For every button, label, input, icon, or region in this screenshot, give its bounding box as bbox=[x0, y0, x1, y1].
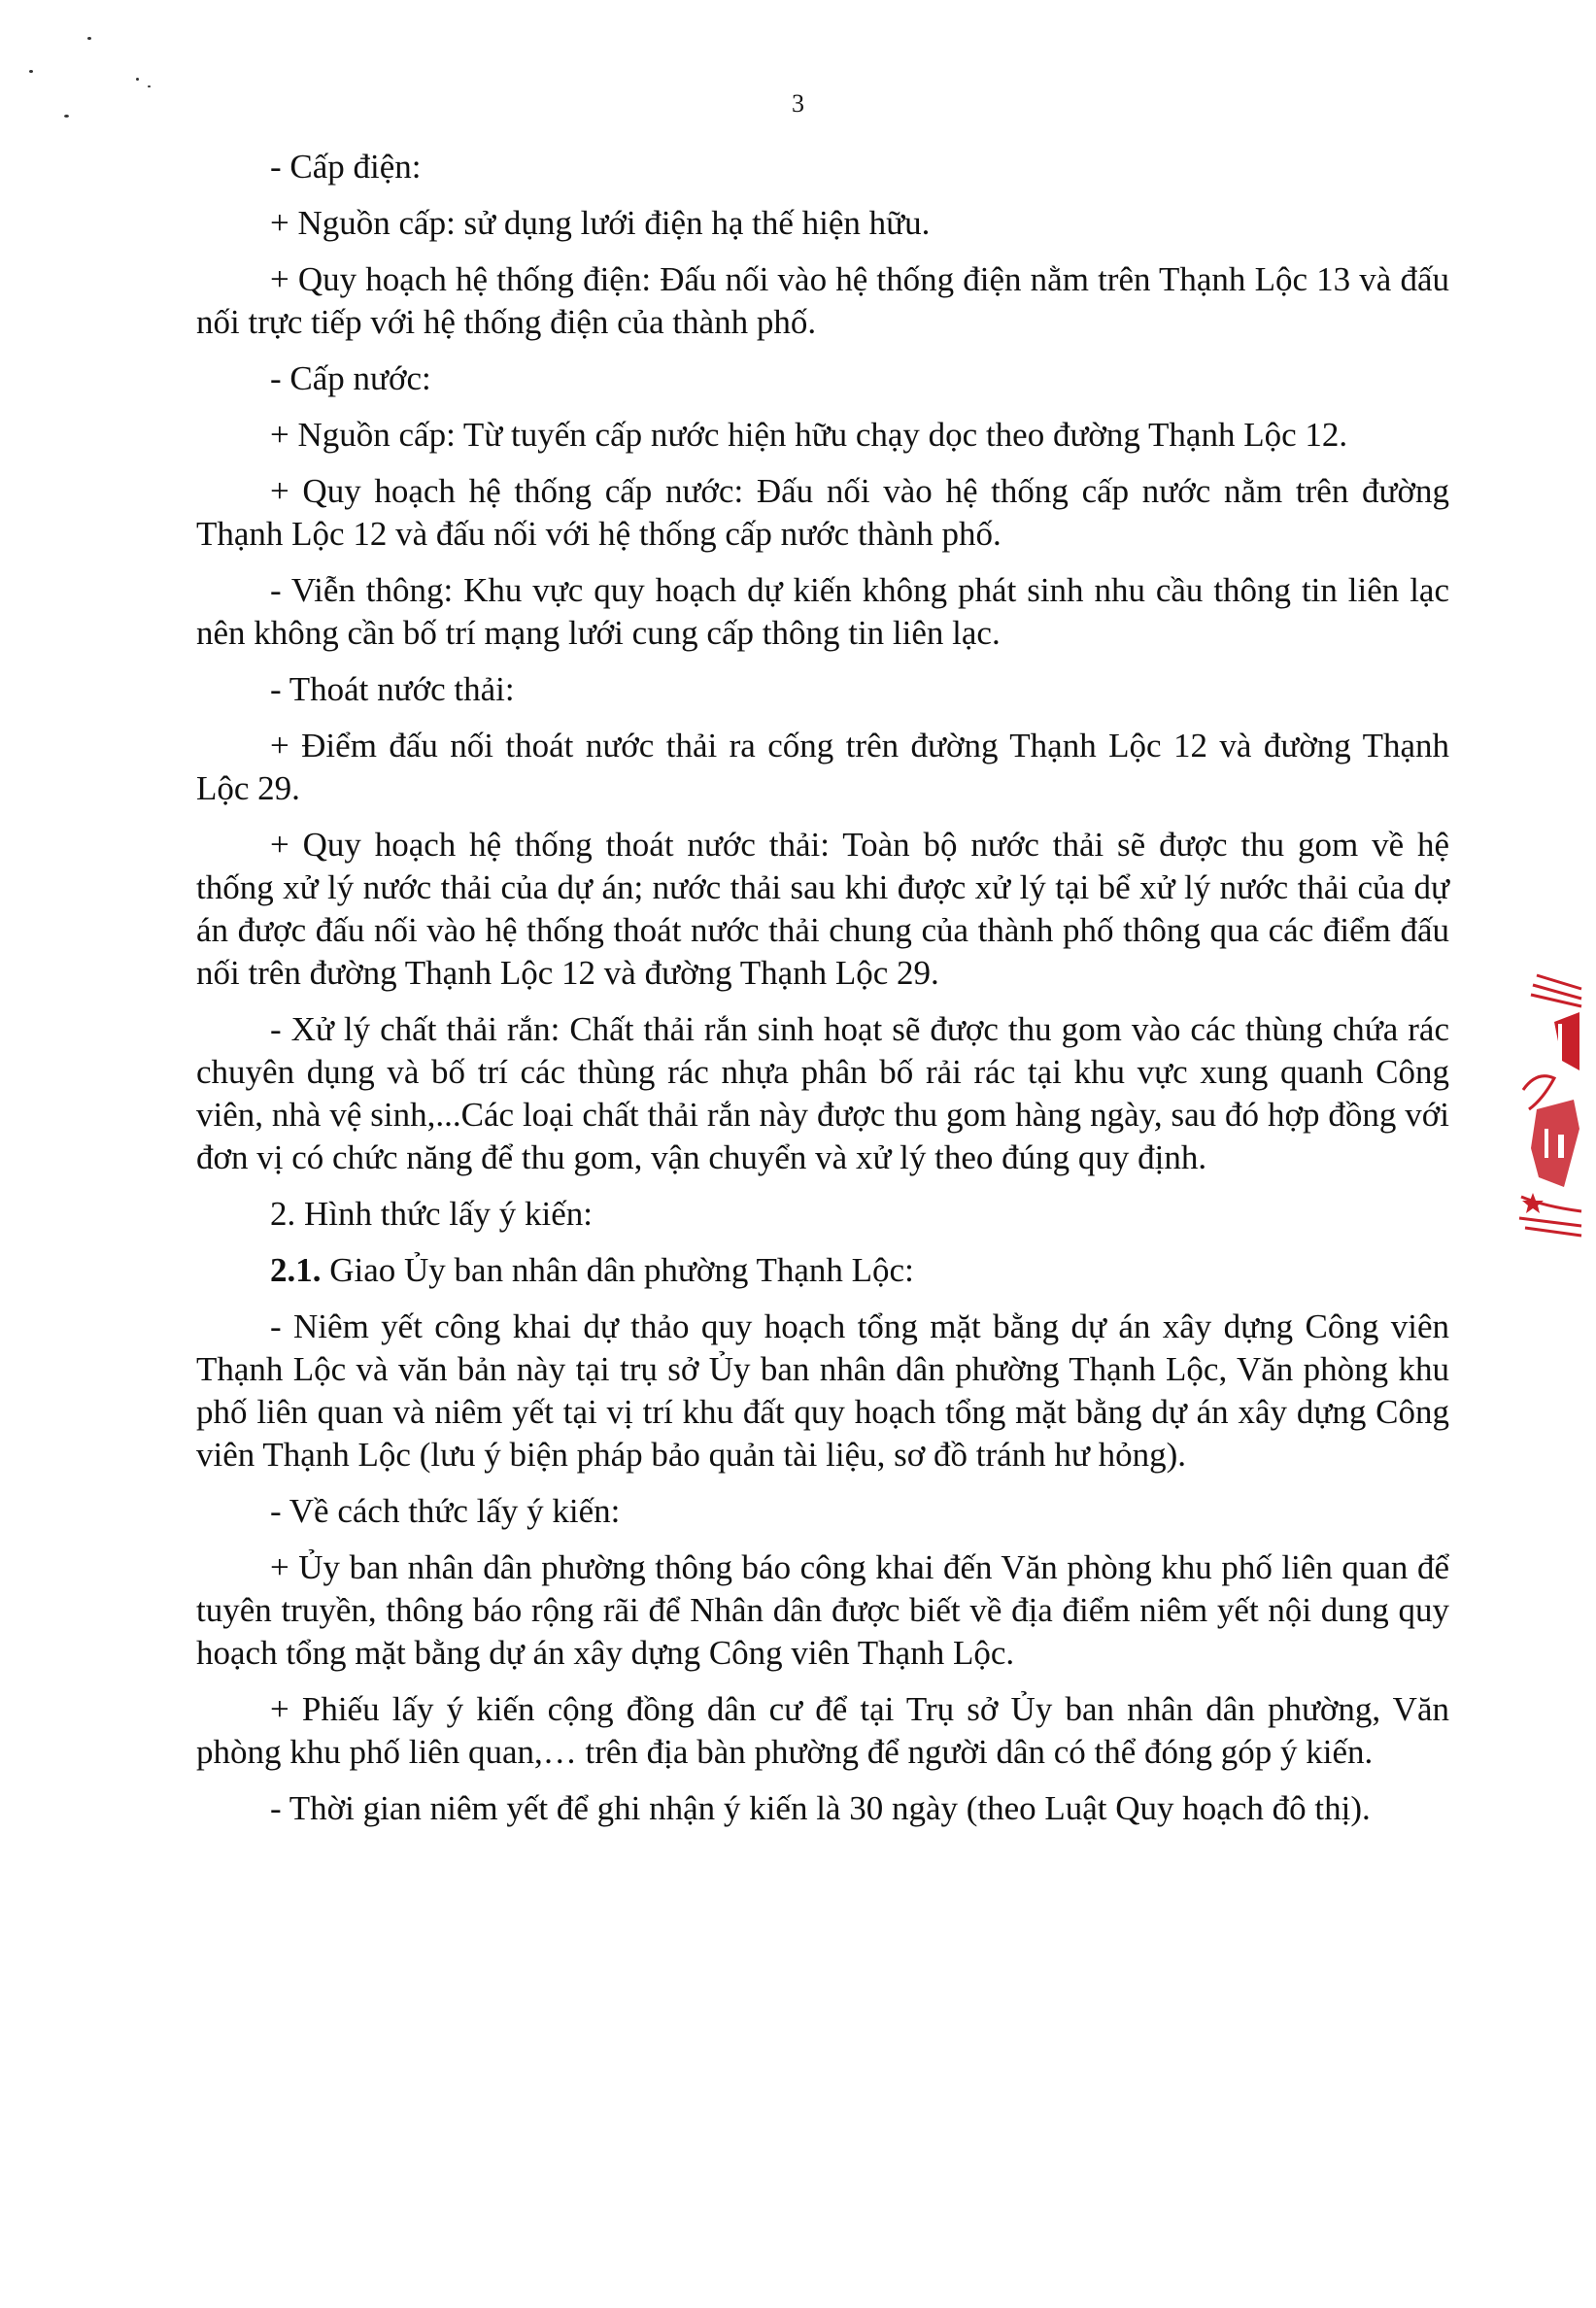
paragraph: + Điểm đấu nối thoát nước thải ra cống trên đường Thạnh Lộc 12 và đường Thạnh Lộc 29. bbox=[196, 727, 1449, 807]
paragraph: + Nguồn cấp: sử dụng lưới điện hạ thế hiện hữu. bbox=[270, 204, 931, 242]
paragraph: - Xử lý chất thải rắn: Chất thải rắn sinh hoạt sẽ được thu gom vào các thùng chứa rác chuyên dụng và bố trí các thùng rác nhựa phân bố rải rác tại khu vực xung quanh Công viên, nhà vệ sinh,...Các loại chất thải rắn này được thu gom hàng ngày, sau đó hợp đồng với đơn vị có chức năng để thu gom, vận chuyển và xử lý theo đúng quy định. bbox=[196, 1010, 1449, 1176]
paragraph: - Thoát nước thải: bbox=[270, 670, 515, 708]
paragraph: - Về cách thức lấy ý kiến: bbox=[270, 1492, 621, 1530]
paragraph: - Viễn thông: Khu vực quy hoạch dự kiến không phát sinh nhu cầu thông tin liên lạc nên không cần bố trí mạng lưới cung cấp thông tin liên lạc. bbox=[196, 571, 1449, 652]
paragraph: + Phiếu lấy ý kiến cộng đồng dân cư để tại Trụ sở Ủy ban nhân dân phường, Văn phòng khu phố liên quan,… trên địa bàn phường để người dân có thể đóng góp ý kiến. bbox=[196, 1690, 1449, 1771]
paragraph: + Quy hoạch hệ thống thoát nước thải: Toàn bộ nước thải sẽ được thu gom về hệ thống xử lý nước thải của dự án; nước thải sau khi được xử lý tại bể xử lý nước thải của dự án được đấu nối vào hệ thống thoát nước thải chung của thành phố thông qua các điểm đấu nối trên đường Thạnh Lộc 12 và đường Thạnh Lộc 29. bbox=[196, 826, 1449, 992]
paragraph: + Quy hoạch hệ thống cấp nước: Đấu nối vào hệ thống cấp nước nằm trên đường Thạnh Lộc 12 và đấu nối với hệ thống cấp nước thành phố. bbox=[196, 472, 1449, 553]
paragraph: - Cấp điện: bbox=[270, 148, 422, 186]
paragraph: + Ủy ban nhân dân phường thông báo công khai đến Văn phòng khu phố liên quan để tuyên truyền, thông báo rộng rãi để Nhân dân được biết về địa điểm niêm yết nội dung quy hoạch tổng mặt bằng dự án xây dựng Công viên Thạnh Lộc. bbox=[196, 1548, 1449, 1672]
paragraph: - Cấp nước: bbox=[270, 359, 431, 397]
subsection-number: 2.1. bbox=[270, 1251, 322, 1289]
paragraph: - Niêm yết công khai dự thảo quy hoạch tổng mặt bằng dự án xây dựng Công viên Thạnh Lộc và văn bản này tại trụ sở Ủy ban nhân dân phường Thạnh Lộc, Văn phòng khu phố liên quan và niêm yết tại vị trí khu đất quy hoạch tổng mặt bằng dự án xây dựng Công viên Thạnh Lộc (lưu ý biện pháp bảo quản tài liệu, sơ đồ tránh hư hỏng). bbox=[196, 1307, 1449, 1474]
paragraph: + Quy hoạch hệ thống điện: Đấu nối vào hệ thống điện nằm trên Thạnh Lộc 13 và đấu nối trực tiếp với hệ thống điện của thành phố. bbox=[196, 260, 1449, 341]
document-body bbox=[196, 146, 1449, 1844]
paragraph: - Thời gian niêm yết để ghi nhận ý kiến là 30 ngày (theo Luật Quy hoạch đô thị). bbox=[270, 1789, 1371, 1827]
subsection-heading bbox=[196, 1249, 1449, 1292]
paragraph: + Nguồn cấp: Từ tuyến cấp nước hiện hữu chạy dọc theo đường Thạnh Lộc 12. bbox=[270, 416, 1348, 454]
seal-stamp-fragment bbox=[1515, 964, 1583, 1255]
section-heading: 2. Hình thức lấy ý kiến: bbox=[270, 1195, 593, 1233]
page-number: 3 bbox=[792, 89, 804, 118]
subsection-title: Giao Ủy ban nhân dân phường Thạnh Lộc: bbox=[321, 1251, 914, 1289]
